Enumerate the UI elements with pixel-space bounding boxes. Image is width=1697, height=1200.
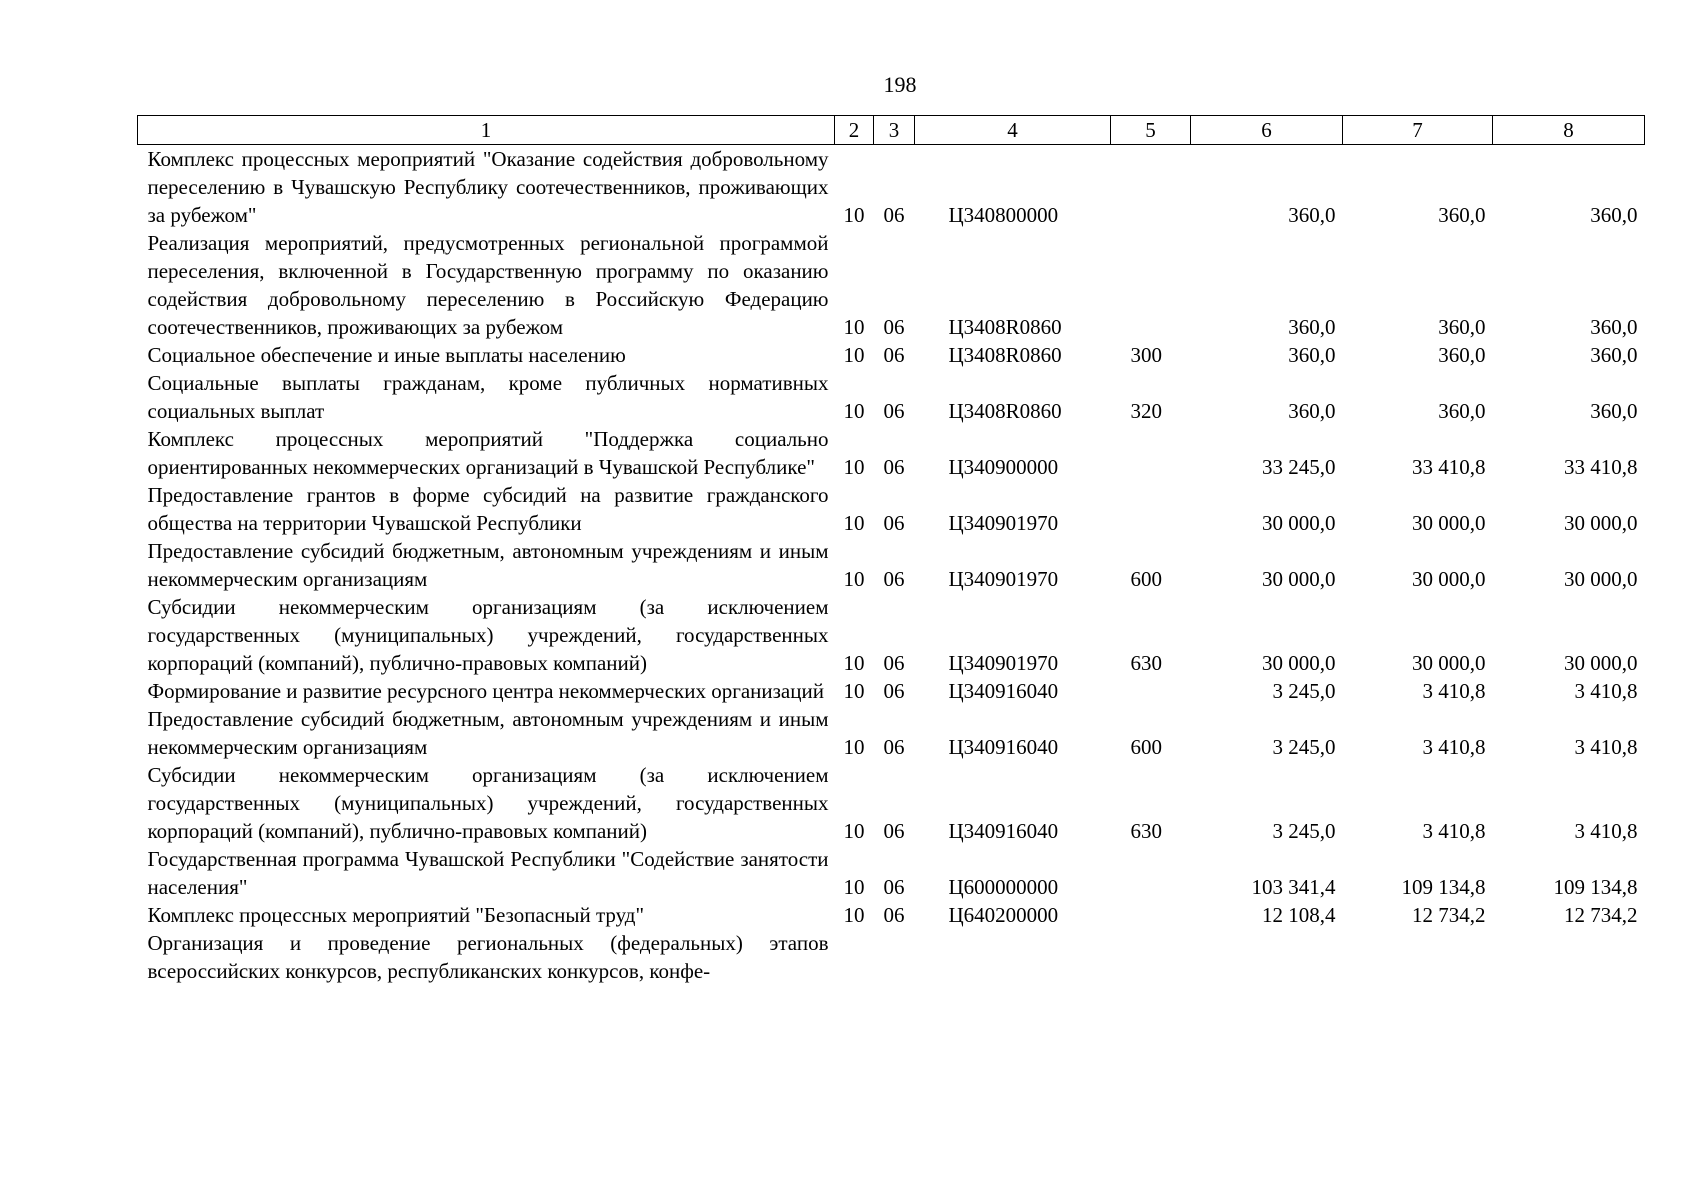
row-expense-type [1111,677,1191,705]
budget-table [137,115,1645,985]
row-amount-3: 3 410,8 [1574,735,1638,759]
row-target-article: Ц340901970 [948,651,1059,675]
row-amount-3: 30 000,0 [1564,511,1638,535]
row-amount-2 [1343,929,1493,985]
row-amount-1: 3 245,0 [1272,735,1336,759]
table-row [138,761,1645,845]
row-target-article [915,929,1111,985]
row-expense-type: 630 [1130,651,1162,675]
row-section: 10 [843,567,865,591]
row-amount-1: 360,0 [1288,315,1336,339]
table-row [138,845,1645,901]
row-amount-1: 33 245,0 [1262,455,1336,479]
row-subsection: 06 [883,903,905,927]
row-subsection: 06 [883,315,905,339]
row-amount-3: 33 410,8 [1564,455,1638,479]
row-target-article: Ц340901970 [948,567,1059,591]
row-expense-type: 320 [1130,399,1162,423]
table-row [138,901,1645,929]
row-amount-3: 30 000,0 [1564,651,1638,675]
row-section: 10 [843,679,865,703]
row-subsection: 06 [883,875,905,899]
row-amount-1: 12 108,4 [1262,903,1336,927]
row-name: Социальное обеспечение и иные выплаты населению [147,343,626,367]
row-section: 10 [843,651,865,675]
row-target-article: Ц340916040 [948,735,1059,759]
row-subsection: 06 [883,203,905,227]
row-target-article: Ц600000000 [948,875,1059,899]
table-row [138,481,1645,537]
row-amount-3: 360,0 [1590,399,1638,423]
row-expense-type [1111,929,1191,985]
row-target-article: Ц340916040 [948,679,1059,703]
row-expense-type: 600 [1130,735,1162,759]
row-expense-type [1111,425,1191,481]
row-section [835,929,874,985]
row-name: Государственная программа Чувашской Республики "Содействие занятости населения" [147,847,829,899]
row-amount-3: 3 410,8 [1574,679,1638,703]
row-amount-3: 360,0 [1590,315,1638,339]
row-amount-1 [1191,929,1343,985]
row-subsection: 06 [883,511,905,535]
row-expense-type [1111,901,1191,929]
header-col-7: 7 [1343,116,1493,145]
row-amount-3: 3 410,8 [1574,819,1638,843]
row-expense-type: 600 [1130,567,1162,591]
row-subsection: 06 [883,455,905,479]
row-target-article: Ц340916040 [948,819,1059,843]
row-expense-type [1111,229,1191,341]
row-name: Организация и проведение региональных (федеральных) этапов всероссийских конкурсов, республиканских конкурсов, конфе- [147,931,829,983]
row-name: Предоставление субсидий бюджетным, автономным учреждениям и иным некоммерческим организациям [147,707,829,759]
row-target-article: Ц340800000 [948,203,1059,227]
row-amount-3: 360,0 [1590,203,1638,227]
row-section: 10 [843,511,865,535]
row-amount-1: 360,0 [1288,203,1336,227]
table-body [138,145,1645,986]
row-amount-2: 33 410,8 [1412,455,1486,479]
row-section: 10 [843,203,865,227]
row-name: Социальные выплаты гражданам, кроме публичных нормативных социальных выплат [147,371,829,423]
table-row [138,929,1645,985]
row-amount-2: 3 410,8 [1422,819,1486,843]
row-amount-1: 103 341,4 [1251,875,1336,899]
header-col-3: 3 [874,116,915,145]
row-name: Комплекс процессных мероприятий "Безопасный труд" [147,903,645,927]
page-number: 198 [883,72,917,97]
row-expense-type [1111,481,1191,537]
header-col-8: 8 [1493,116,1645,145]
header-col-4: 4 [915,116,1111,145]
table-row [138,369,1645,425]
row-section: 10 [843,455,865,479]
table-row [138,229,1645,341]
row-expense-type: 630 [1130,819,1162,843]
header-col-6: 6 [1191,116,1343,145]
row-amount-2: 30 000,0 [1412,567,1486,591]
row-amount-3: 30 000,0 [1564,567,1638,591]
row-amount-2: 12 734,2 [1412,903,1486,927]
row-amount-1: 30 000,0 [1262,567,1336,591]
row-section: 10 [843,399,865,423]
row-section: 10 [843,819,865,843]
row-amount-2: 3 410,8 [1422,735,1486,759]
table-row [138,425,1645,481]
row-name: Реализация мероприятий, предусмотренных региональной программой переселения, включенной в Государственную программу по оказанию содействия добровольному переселению в Российскую Федерацию соотечественников, проживающих за рубежом [147,231,829,339]
row-target-article: Ц3408R0860 [948,315,1062,339]
row-amount-2: 360,0 [1438,315,1486,339]
table-row [138,705,1645,761]
table-row [138,677,1645,705]
row-section: 10 [843,315,865,339]
row-amount-3 [1493,929,1645,985]
table-header-row [138,116,1645,145]
row-name: Комплекс процессных мероприятий "Оказание содействия добровольному переселению в Чувашскую Республику соотечественников, проживающих за рубежом" [147,147,829,227]
row-subsection: 06 [883,399,905,423]
row-amount-1: 30 000,0 [1262,511,1336,535]
row-amount-1: 360,0 [1288,399,1336,423]
row-name: Субсидии некоммерческим организациям (за исключением государственных (муниципальных) учреждений, государственных корпораций (компаний), публично-правовых компаний) [147,595,829,675]
row-amount-3: 109 134,8 [1553,875,1638,899]
row-amount-1: 30 000,0 [1262,651,1336,675]
table-row [138,145,1645,230]
row-target-article: Ц340900000 [948,455,1059,479]
row-subsection [874,929,915,985]
row-amount-1: 3 245,0 [1272,679,1336,703]
table-row [138,593,1645,677]
row-subsection: 06 [883,679,905,703]
row-target-article: Ц3408R0860 [948,343,1062,367]
row-amount-2: 30 000,0 [1412,651,1486,675]
row-name: Формирование и развитие ресурсного центра некоммерческих организаций [147,679,824,703]
row-amount-1: 3 245,0 [1272,819,1336,843]
row-subsection: 06 [883,343,905,367]
row-expense-type [1111,145,1191,230]
row-subsection: 06 [883,567,905,591]
header-col-2: 2 [835,116,874,145]
table-row [138,537,1645,593]
row-expense-type [1111,845,1191,901]
row-target-article: Ц340901970 [948,511,1059,535]
row-name: Комплекс процессных мероприятий "Поддержка социально ориентированных некоммерческих организаций в Чувашской Республике" [147,427,829,479]
row-section: 10 [843,735,865,759]
row-section: 10 [843,875,865,899]
row-amount-2: 3 410,8 [1422,679,1486,703]
row-amount-3: 12 734,2 [1564,903,1638,927]
header-col-1: 1 [138,116,835,145]
row-expense-type: 300 [1130,343,1162,367]
row-amount-2: 30 000,0 [1412,511,1486,535]
row-target-article: Ц640200000 [948,903,1059,927]
row-amount-2: 360,0 [1438,343,1486,367]
row-subsection: 06 [883,651,905,675]
row-amount-2: 360,0 [1438,203,1486,227]
row-name: Предоставление субсидий бюджетным, автономным учреждениям и иным некоммерческим организациям [147,539,829,591]
row-amount-2: 360,0 [1438,399,1486,423]
row-section: 10 [843,903,865,927]
row-amount-1: 360,0 [1288,343,1336,367]
header-col-5: 5 [1111,116,1191,145]
row-amount-2: 109 134,8 [1401,875,1486,899]
row-amount-3: 360,0 [1590,343,1638,367]
row-subsection: 06 [883,819,905,843]
row-name: Предоставление грантов в форме субсидий на развитие гражданского общества на территории Чувашской Республики [147,483,829,535]
table-row [138,341,1645,369]
row-section: 10 [843,343,865,367]
row-target-article: Ц3408R0860 [948,399,1062,423]
row-name: Субсидии некоммерческим организациям (за исключением государственных (муниципальных) учреждений, государственных корпораций (компаний), публично-правовых компаний) [147,763,829,843]
row-subsection: 06 [883,735,905,759]
